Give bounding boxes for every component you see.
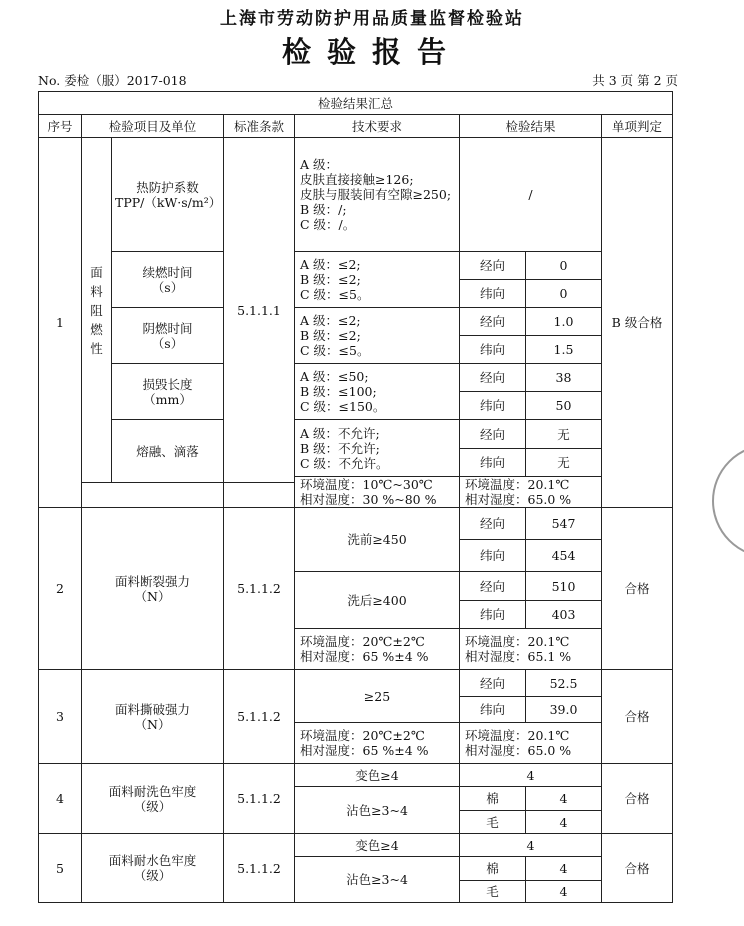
melt-warp-label: 经向 bbox=[460, 420, 526, 449]
afterglow-weft-label: 纬向 bbox=[460, 336, 526, 364]
row2-before-warp-label: 经向 bbox=[460, 508, 526, 540]
afterglow-warp-label: 经向 bbox=[460, 308, 526, 336]
row5-change-value: 4 bbox=[460, 834, 602, 857]
row4-cotton-label: 棉 bbox=[460, 787, 526, 811]
row4-wool-label: 毛 bbox=[460, 811, 526, 834]
row2-verdict: 合格 bbox=[602, 508, 673, 670]
row4-wool-value: 4 bbox=[526, 811, 602, 834]
row4-verdict: 合格 bbox=[602, 764, 673, 834]
damage-warp-label: 经向 bbox=[460, 364, 526, 392]
row5-cotton-label: 棉 bbox=[460, 857, 526, 881]
row3-requirement: ≥25 bbox=[295, 670, 460, 723]
row1-verdict: B 级合格 bbox=[602, 138, 673, 508]
afterflame-item: 续燃时间 （s） bbox=[112, 252, 224, 308]
row3-weft-label: 纬向 bbox=[460, 697, 526, 723]
row3-warp-value: 52.5 bbox=[526, 670, 602, 697]
row5-verdict: 合格 bbox=[602, 834, 673, 903]
row2-after-warp-value: 510 bbox=[526, 572, 602, 601]
report-title: 检验报告 bbox=[281, 35, 462, 69]
row5-item: 面料耐水色牢度 （级） bbox=[82, 834, 224, 903]
row1-clause: 5.1.1.1 bbox=[224, 138, 295, 483]
row3-verdict: 合格 bbox=[602, 670, 673, 764]
afterflame-requirement: A 级：≤2; B 级：≤2; C 级：≤5。 bbox=[295, 252, 460, 308]
afterflame-warp-value: 0 bbox=[526, 252, 602, 280]
row5-stain-requirement: 沾色≥3~4 bbox=[295, 857, 460, 903]
melt-weft-value: 无 bbox=[526, 449, 602, 477]
afterflame-warp-label: 经向 bbox=[460, 252, 526, 280]
afterglow-weft-value: 1.5 bbox=[526, 336, 602, 364]
row1-spacer bbox=[82, 483, 224, 508]
melt-weft-label: 纬向 bbox=[460, 449, 526, 477]
row2-before-requirement: 洗前≥450 bbox=[295, 508, 460, 572]
header-seq: 序号 bbox=[39, 115, 82, 138]
row3-seq: 3 bbox=[39, 670, 82, 764]
row4-change-value: 4 bbox=[460, 764, 602, 787]
damage-item: 损毁长度 （mm） bbox=[112, 364, 224, 420]
row5-clause: 5.1.1.2 bbox=[224, 834, 295, 903]
tpp-requirement: A 级： 皮肤直接接触≥126; 皮肤与服装间有空隙≥250; B 级：/; C 级：/。 bbox=[295, 138, 460, 252]
row2-item: 面料断裂强力 （N） bbox=[82, 508, 224, 670]
row3-clause: 5.1.1.2 bbox=[224, 670, 295, 764]
row1-group: 面料阻燃性 bbox=[82, 138, 112, 483]
row3-weft-value: 39.0 bbox=[526, 697, 602, 723]
row2-clause: 5.1.1.2 bbox=[224, 508, 295, 670]
damage-requirement: A 级：≤50; B 级：≤100; C 级：≤150。 bbox=[295, 364, 460, 420]
doc-number: No. 委检（服）2017-018 bbox=[38, 73, 187, 88]
afterflame-weft-value: 0 bbox=[526, 280, 602, 308]
tpp-item: 热防护系数 TPP/（kW·s/m²） bbox=[112, 138, 224, 252]
afterglow-item: 阴燃时间 （s） bbox=[112, 308, 224, 364]
damage-weft-label: 纬向 bbox=[460, 392, 526, 420]
header-clause: 标准条款 bbox=[224, 115, 295, 138]
row2-after-weft-value: 403 bbox=[526, 601, 602, 629]
row5-wool-value: 4 bbox=[526, 881, 602, 903]
row5-wool-label: 毛 bbox=[460, 881, 526, 903]
row4-clause: 5.1.1.2 bbox=[224, 764, 295, 834]
page-count: 共 3 页 第 2 页 bbox=[592, 73, 678, 88]
damage-warp-value: 38 bbox=[526, 364, 602, 392]
official-seal bbox=[712, 444, 744, 558]
tpp-result: / bbox=[460, 138, 602, 252]
row2-after-warp-label: 经向 bbox=[460, 572, 526, 601]
row3-env-requirement: 环境温度：20℃±2℃ 相对湿度：65 %±4 % bbox=[295, 723, 460, 764]
row4-item: 面料耐洗色牢度 （级） bbox=[82, 764, 224, 834]
row5-change-requirement: 变色≥4 bbox=[295, 834, 460, 857]
row1-seq: 1 bbox=[39, 138, 82, 508]
row2-before-warp-value: 547 bbox=[526, 508, 602, 540]
row4-change-requirement: 变色≥4 bbox=[295, 764, 460, 787]
row3-env-result: 环境温度：20.1℃ 相对湿度：65.0 % bbox=[460, 723, 602, 764]
row2-env-result: 环境温度：20.1℃ 相对湿度：65.1 % bbox=[460, 629, 602, 670]
row5-seq: 5 bbox=[39, 834, 82, 903]
row2-env-requirement: 环境温度：20℃±2℃ 相对湿度：65 %±4 % bbox=[295, 629, 460, 670]
row1-env-result: 环境温度：20.1℃ 相对湿度：65.0 % bbox=[460, 477, 602, 508]
row2-before-weft-value: 454 bbox=[526, 540, 602, 572]
row2-after-weft-label: 纬向 bbox=[460, 601, 526, 629]
row3-item: 面料撕破强力 （N） bbox=[82, 670, 224, 764]
table-caption: 检验结果汇总 bbox=[39, 92, 673, 115]
melt-item: 熔融、滴落 bbox=[112, 420, 224, 483]
row4-cotton-value: 4 bbox=[526, 787, 602, 811]
row2-after-requirement: 洗后≥400 bbox=[295, 572, 460, 629]
melt-requirement: A 级：不允许; B 级：不允许; C 级：不允许。 bbox=[295, 420, 460, 477]
header-requirement: 技术要求 bbox=[295, 115, 460, 138]
org-name: 上海市劳动防护用品质量监督检验站 bbox=[220, 9, 524, 29]
header-verdict: 单项判定 bbox=[602, 115, 673, 138]
results-table bbox=[38, 91, 673, 903]
row4-stain-requirement: 沾色≥3~4 bbox=[295, 787, 460, 834]
afterflame-weft-label: 纬向 bbox=[460, 280, 526, 308]
row1-env-requirement: 环境温度：10℃~30℃ 相对湿度：30 %~80 % bbox=[295, 477, 460, 508]
afterglow-warp-value: 1.0 bbox=[526, 308, 602, 336]
header-result: 检验结果 bbox=[460, 115, 602, 138]
afterglow-requirement: A 级：≤2; B 级：≤2; C 级：≤5。 bbox=[295, 308, 460, 364]
row2-seq: 2 bbox=[39, 508, 82, 670]
row5-cotton-value: 4 bbox=[526, 857, 602, 881]
damage-weft-value: 50 bbox=[526, 392, 602, 420]
row2-before-weft-label: 纬向 bbox=[460, 540, 526, 572]
header-item: 检验项目及单位 bbox=[82, 115, 224, 138]
row3-warp-label: 经向 bbox=[460, 670, 526, 697]
melt-warp-value: 无 bbox=[526, 420, 602, 449]
row4-seq: 4 bbox=[39, 764, 82, 834]
